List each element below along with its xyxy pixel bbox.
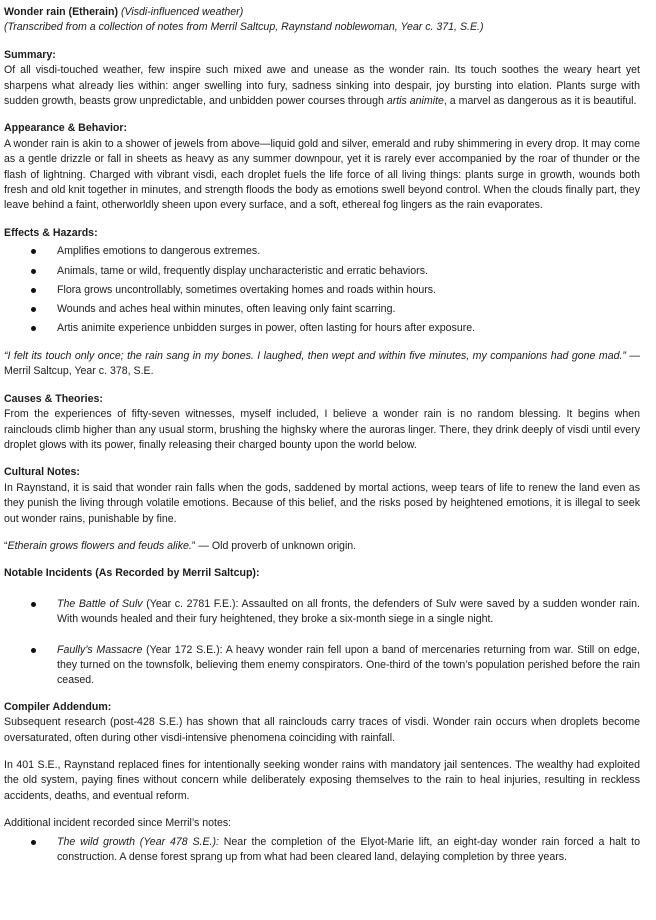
incident-name: Faully’s Massacre [57,643,143,656]
list-item [4,835,640,866]
addendum-paragraph-1: Subsequent research (post-428 S.E.) has shown that all rainclouds carry traces of visdi. Wonder rain occurs when droplets become oversaturated, often during other visdi-intensive phenomena coinciding with rainfall. [4,716,640,744]
list-item [4,597,640,628]
list-item-text: Amplifies emotions to dangerous extremes. [57,245,261,258]
list-item [4,283,640,298]
list-item [4,302,640,317]
list-item-text: Wounds and aches heal within minutes, often leaving only faint scarring. [57,303,396,316]
quote-attribution: — Old proverb of unknown origin. [195,539,357,552]
bullet-icon [31,307,36,312]
effects-heading: Effects & Hazards: [4,226,98,239]
summary-text-part: Of all visdi-touched weather, few inspire such mixed awe and unease as the wonder rain. Its touch soothes the weary heart yet sharpens what already lies within: anger swelling into fury, sadness sinking into despair, joy bursting into elation. Plants surge with sudden growth, beasts grow unpredictable, and unbidden power courses through [4,64,640,108]
addendum-paragraph-2: In 401 S.E., Raynstand replaced fines for intentionally seeking wonder rains with mandatory jail sentences. The wealthy had exploited the old system, paying fines without concern while deliberately exposing themselves to the rain to heal injuries, resulting in reckless accidents, deaths, and eventual reform. [4,759,640,802]
list-item [4,321,640,336]
quote-open-mark: “ [4,539,8,552]
bullet-icon [31,249,36,254]
list-item-text: Flora grows uncontrollably, sometimes overtaking homes and roads within hours. [57,283,437,296]
document-title: Wonder rain (Etherain) [4,6,118,18]
bullet-icon [31,840,36,845]
summary-italic-term: artis animite [386,95,444,108]
summary-text [4,63,640,109]
additional-incidents-list [4,835,640,866]
incident-name: The wild growth (Year 478 S.E.): [57,835,219,848]
appearance-heading: Appearance & Behavior: [4,122,128,135]
quote-text: “I felt its touch only once; the rain sang in my bones. I laughed, then wept and within five minutes, my companions had gone mad.” [4,349,626,362]
bullet-icon [31,602,36,607]
document-title-line [4,5,640,20]
additional-incident-label: Additional incident recorded since Merril’s notes: [4,817,232,830]
document-subtitle: (Visdi-influenced weather) [120,6,244,18]
bullet-icon [31,288,36,293]
incident-name: The Battle of Sulv [57,597,143,610]
list-item-text: Artis animite experience unbidden surges in power, often lasting for hours after exposure. [57,322,476,335]
list-item [4,264,640,279]
incidents-heading: Notable Incidents (As Recorded by Merril Saltcup): [4,567,260,580]
causes-heading: Causes & Theories: [4,392,103,405]
list-item [4,244,640,259]
source-note: (Transcribed from a collection of notes from Merril Saltcup, Raynstand noblewoman, Year c. 371, S.E.) [4,21,484,34]
summary-heading: Summary: [4,48,56,61]
bullet-icon [31,326,36,331]
quote-close-mark: ” [191,539,196,552]
quote-proverb [4,539,640,554]
incident-text: (Year 172 S.E.): A heavy wonder rain fell upon a band of mercenaries returning from war. Still on edge, they turned on the townsfolk, believing them enemy conspirators. One-third of the town’s population perished before the rain ceased. [57,643,640,687]
appearance-text: A wonder rain is akin to a shower of jewels from above—liquid gold and silver, emerald and ruby shimmering in every drop. It may come as a gentle drizzle or fall in sheets as heavy as any summer downpour, yet it is rarely ever accompanied by the roar of thunder or the flash of lightning. Charged with vibrant visdi, each droplet fuels the life force of all living things: plants surge in growth, wounds both fresh and old knit together in minutes, and strength floods the body as emotions swell beyond control. When the clouds finally part, they leave behind a faint, otherworldly sheen upon every surface, and a soft, ethereal fog lingers as the rain evaporates. [4,137,640,212]
causes-text: From the experiences of fifty-seven witnesses, myself included, I believe a wonder rain is no random blessing. It begins when rainclouds climb higher than any usual storm, brushing the highsky where the auroras linger. There, they drink deeply of visdi until every droplet glows with its power, finally releasing their charged bounty upon the world below. [4,408,640,451]
bullet-icon [31,648,36,653]
summary-text-part: , a marvel as dangerous as it is beautiful. [443,95,637,108]
cultural-text: In Raynstand, it is said that wonder rain falls when the gods, saddened by mortal actions, weep tears of life to renew the land even as they punish the living through volatile emotions. Because of this belief, and the risks posed by heightened emotions, it is illegal to seek out wonder rains, punishable by fine. [4,481,640,525]
incident-text: Near the completion of the Elyot-Marie lift, an eight-day wonder rain forced a halt to construction. A dense forest sprang up from what had been cleared land, delaying completion by three years. [57,835,640,864]
bullet-icon [31,269,36,274]
incidents-list [4,597,640,689]
addendum-heading: Compiler Addendum: [4,700,112,713]
list-item-text: Animals, tame or wild, frequently display uncharacteristic and erratic behaviors. [57,264,428,277]
incident-text: (Year c. 2781 F.E.): Assaulted on all fronts, the defenders of Sulv were saved by a sudden wonder rain. With wounds healed and their fury heightened, they broke a six-month siege in a single night. [57,597,640,626]
list-item [4,643,640,689]
quote-merril [4,349,640,380]
cultural-heading: Cultural Notes: [4,466,80,479]
quote-attribution: — Merril Saltcup, Year c. 378, S.E. [4,349,640,378]
effects-list [4,244,640,337]
quote-text: Etherain grows flowers and feuds alike. [7,539,192,552]
